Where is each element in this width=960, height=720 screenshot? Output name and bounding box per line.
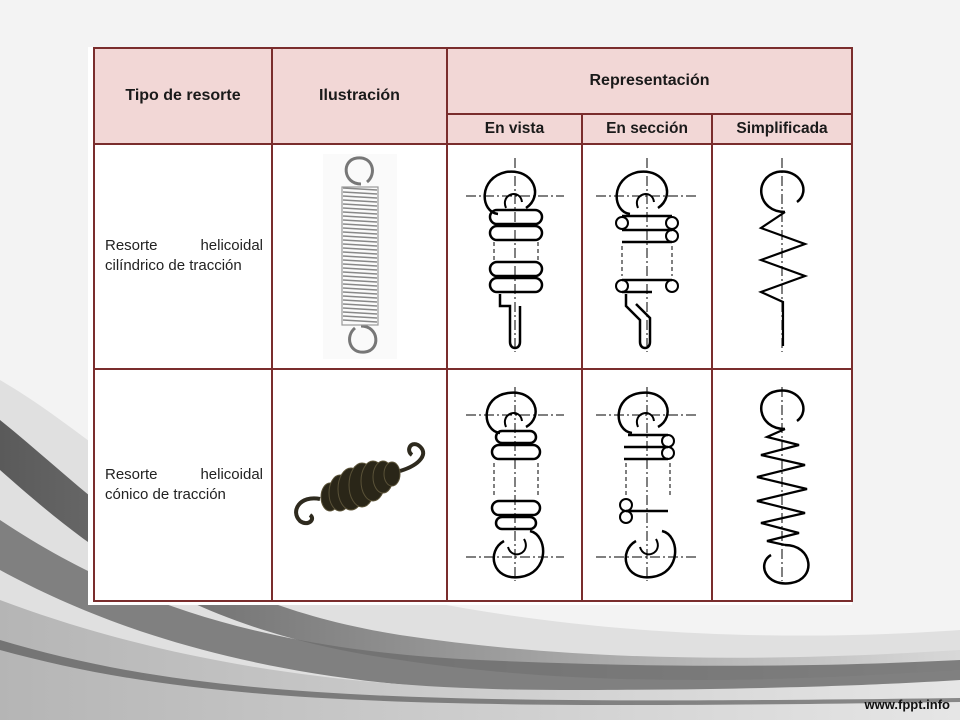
spring-table (93, 47, 853, 602)
conical-simplified-drawing (712, 369, 852, 601)
conical-view-drawing (447, 369, 582, 601)
table-row (94, 144, 852, 368)
cylindrical-spring-photo (272, 144, 447, 368)
row-type-conico: Resorte helicoidal cónico de tracción (94, 369, 272, 601)
cylindrical-view-drawing (447, 144, 582, 368)
table-row (94, 369, 852, 601)
conical-spring-photo (272, 369, 447, 601)
header-en-seccion: En sección (582, 114, 712, 144)
cylindrical-simplified-drawing (712, 144, 852, 368)
footer-url[interactable]: www.fppt.info (864, 697, 950, 712)
row-type-cilindrico: Resorte helicoidal cilíndrico de tracción (94, 144, 272, 368)
table-panel (88, 47, 852, 605)
cylindrical-section-drawing (582, 144, 712, 368)
header-type: Tipo de resorte (94, 48, 272, 144)
header-illustration: Ilustración (272, 48, 447, 144)
conical-section-drawing (582, 369, 712, 601)
header-representation: Representación (447, 48, 852, 114)
header-en-vista: En vista (447, 114, 582, 144)
header-simplificada: Simplificada (712, 114, 852, 144)
